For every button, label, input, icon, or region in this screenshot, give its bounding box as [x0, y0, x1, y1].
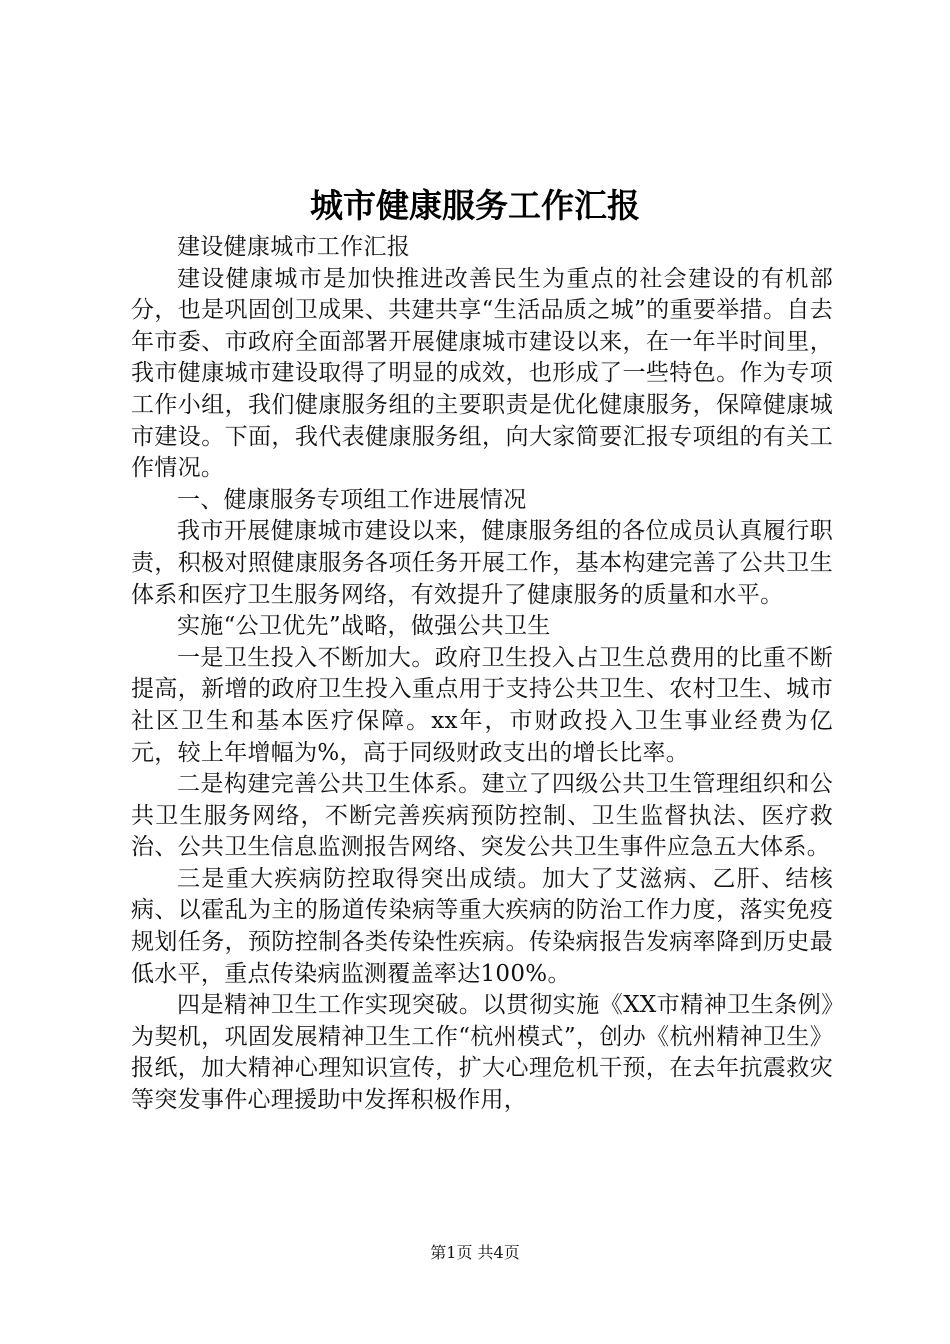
- paragraph-subtitle: 建设健康城市工作汇报: [177, 234, 410, 260]
- paragraph-intro: 建设健康城市是加快推进改善民生为重点的社会建设的有机部分，也是巩固创卫成果、共建共享“生活品质之城”的重要举措。自去年市委、市政府全面部署开展健康城市建设以来，在一年半时间里，我市健康城市建设取得了明显的成效，也形成了一些特色。作为专项工作小组，我们健康服务组的主要职责是优化健康服务，保障健康城市建设。下面，我代表健康服务组，向大家简要汇报专项组的有关工作情况。: [131, 265, 833, 482]
- document-title: 城市健康服务工作汇报: [310, 186, 640, 225]
- section-heading-1: 一、健康服务专项组工作进展情况: [177, 486, 527, 513]
- paragraph-progress: 我市开展健康城市建设以来，健康服务组的各位成员认真履行职责，积极对照健康服务各项任务开展工作，基本构建完善了公共卫生体系和医疗卫生服务网络，有效提升了健康服务的质量和水平。: [131, 518, 833, 608]
- paragraph-point-2: 二是构建完善公共卫生体系。建立了四级公共卫生管理组织和公共卫生服务网络，不断完善疾病预防控制、卫生监督执法、医疗救治、公共卫生信息监测报告网络、突发公共卫生事件应急五大体系。: [131, 771, 833, 861]
- subsection-heading: 实施“公卫优先”战略，做强公共卫生: [177, 613, 551, 640]
- paragraph-point-3: 三是重大疾病防控取得突出成绩。加大了艾滋病、乙肝、结核病、以霍乱为主的肠道传染病等重大疾病的防治工作力度，落实免疫规划任务，预防控制各类传染性疾病。传染病报告发病率降到历史最低水平，重点传染病监测覆盖率达100%。: [131, 865, 833, 987]
- document-body: [131, 232, 833, 1117]
- paragraph-point-4: 四是精神卫生工作实现突破。以贯彻实施《XX市精神卫生条例》为契机，巩固发展精神卫生工作“杭州模式”，创办《杭州精神卫生》报纸，加大精神心理知识宣传，扩大心理危机干预，在去年抗震救灾等突发事件心理援助中发挥积极作用，: [131, 992, 833, 1114]
- page-number-footer: 第1页 共4页: [430, 1243, 520, 1262]
- paragraph-point-1: 一是卫生投入不断加大。政府卫生投入占卫生总费用的比重不断提高，新增的政府卫生投入重点用于支持公共卫生、农村卫生、城市社区卫生和基本医疗保障。xx年，市财政投入卫生事业经费为亿元，较上年增幅为%，高于同级财政支出的增长比率。: [131, 644, 833, 766]
